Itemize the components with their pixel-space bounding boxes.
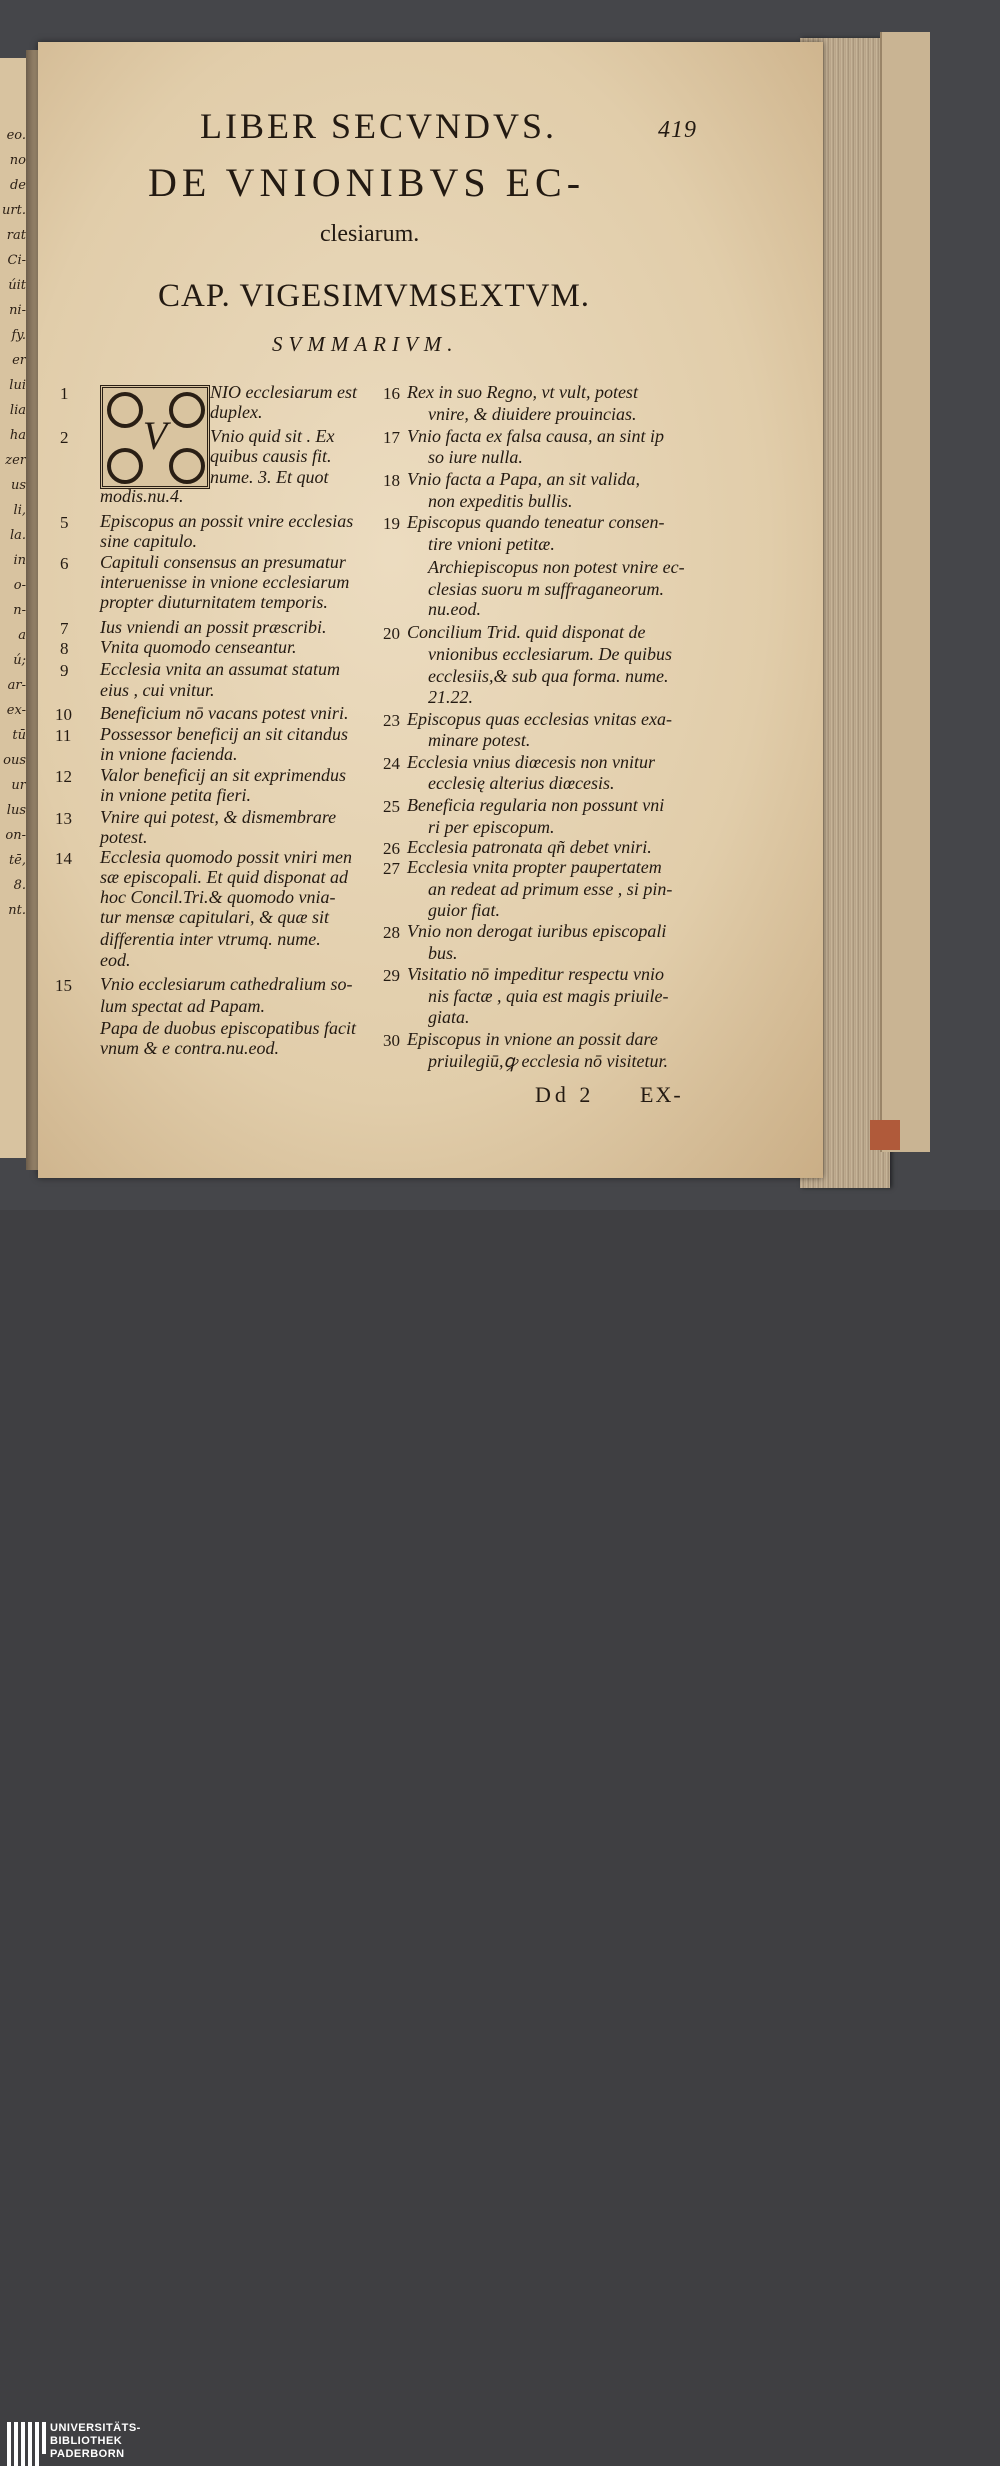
summary-entry-line: guior fiat. — [428, 900, 501, 920]
entry-number: 7 — [60, 619, 69, 638]
summary-entry-line: Vnita quomodo censeantur. — [100, 637, 297, 657]
summary-entry-line: 21.22. — [428, 687, 473, 707]
summary-entry-line: bus. — [428, 943, 458, 963]
summary-entry-line: vnionibus ecclesiarum. De quibus — [428, 644, 672, 664]
left-page-fragment: in — [13, 553, 26, 568]
left-page-fragment: lia — [9, 403, 26, 418]
initial-letter: V — [142, 413, 168, 458]
catchword: EX- — [640, 1082, 683, 1107]
entry-number: 20 — [383, 624, 400, 643]
summary-entry-line: quibus causis fit. — [210, 446, 332, 466]
summary-entry-line: Valor beneficij an sit exprimendus — [100, 765, 346, 785]
summary-entry-line: so iure nulla. — [428, 447, 523, 467]
summary-entry-line: Papa de duobus episcopatibus facit — [100, 1018, 356, 1038]
summary-entry-line: tire vnioni petitæ. — [428, 534, 555, 554]
logo-line-2: BIBLIOTHEK — [50, 2435, 123, 2447]
summary-entry-line: minare potest. — [428, 730, 531, 750]
scan-image — [0, 0, 1000, 1210]
left-page-fragment: 8. — [13, 878, 26, 893]
summary-entry-line: Vnio ecclesiarum cathedralium so- — [100, 974, 353, 994]
summary-entry-line: Episcopus in vnione an possit dare — [407, 1029, 658, 1049]
left-page-fragment: ú; — [13, 653, 26, 668]
summary-entry-line: Ecclesia vnita propter paupertatem — [407, 857, 662, 877]
summary-entry-line: non expeditis bullis. — [428, 491, 573, 511]
left-page-fragment: ur — [11, 778, 26, 793]
left-page-fragment: n- — [13, 603, 26, 618]
summary-entry-line: Vnio facta a Papa, an sit valida, — [407, 469, 640, 489]
left-page-fragment: Ci- — [7, 253, 26, 268]
left-page-fragment: on- — [5, 828, 26, 843]
entry-number: 12 — [55, 767, 72, 786]
entry-number: 27 — [383, 859, 400, 878]
summary-entry-line: Ecclesia vnius diœcesis non vnitur — [407, 752, 655, 772]
summary-entry-line: Vnire qui potest, & dismembrare — [100, 807, 337, 827]
entry-number: 19 — [383, 514, 400, 533]
entry-number: 25 — [383, 797, 400, 816]
summary-heading: SVMMARIVM. — [272, 332, 459, 356]
summary-entry-line: nu.eod. — [428, 599, 481, 619]
title-line-2: clesiarum. — [320, 221, 420, 247]
summary-entry-line: ri per episcopum. — [428, 817, 555, 837]
summary-entry-line: Episcopus an possit vnire ecclesias — [100, 511, 354, 531]
page-number: 419 — [658, 117, 697, 143]
entry-number: 8 — [60, 639, 69, 658]
entry-number: 2 — [60, 428, 69, 447]
left-page-fragment: lui — [9, 378, 26, 393]
summary-entry-line: Archiepiscopus non potest vnire ec- — [428, 557, 685, 577]
left-page-fragment: o- — [13, 578, 26, 593]
running-title: LIBER SECVNDVS. — [200, 106, 558, 146]
summary-entry-line: giata. — [428, 1007, 470, 1027]
logo-line-1: UNIVERSITÄTS- — [50, 2422, 141, 2434]
left-page-fragment: tū — [12, 728, 26, 743]
summary-entry-line: in vnione petita fieri. — [100, 785, 251, 805]
entry-number: 26 — [383, 839, 400, 858]
summary-entry-line: Concilium Trid. quid disponat de — [407, 622, 646, 642]
title-line-1: DE VNIONIBVS EC- — [148, 160, 586, 205]
summary-entry-line: eius , cui vnitur. — [100, 680, 215, 700]
summary-entry-line: clesias suoru m suffraganeorum. — [428, 579, 665, 599]
decorated-initial — [100, 385, 210, 489]
summary-entry-line: Ecclesia quomodo possit vniri men — [100, 847, 352, 867]
summary-entry-line: an redeat ad primum esse , si pin- — [428, 879, 673, 899]
left-page-fragment: ni- — [9, 303, 26, 318]
summary-entry-line: Rex in suo Regno, vt vult, potest — [407, 382, 638, 402]
left-page-fragment: urt. — [2, 203, 26, 218]
entry-number: 5 — [60, 513, 69, 532]
summary-entry-line: duplex. — [210, 402, 263, 422]
summary-entry-line: ecclesię alterius diœcesis. — [428, 773, 615, 793]
summary-entry-line: hoc Concil.Tri.& quomodo vnia- — [100, 887, 336, 907]
entry-number: 29 — [383, 966, 400, 985]
left-page-fragment: de — [9, 178, 26, 193]
summary-entry-line: nis factæ , quia est magis priuile- — [428, 986, 669, 1006]
entry-number: 18 — [383, 471, 400, 490]
summary-entry-line: tur mensæ capitulari, & quæ sit — [100, 907, 330, 927]
summary-entry-line: in vnione facienda. — [100, 744, 238, 764]
summary-entry-line: Vnio facta ex falsa causa, an sint ip — [407, 426, 664, 446]
summary-entry-line: Beneficia regularia non possunt vni — [407, 795, 665, 815]
summary-entry-line: differentia inter vtrumq. nume. — [100, 929, 321, 949]
summary-entry-line: Ecclesia vnita an assumat statum — [100, 659, 340, 679]
summary-entry-line: propter diuturnitatem temporis. — [100, 592, 328, 612]
signature-mark: Dd 2 — [535, 1082, 595, 1107]
summary-entry-line: sæ episcopali. Et quid disponat ad — [100, 867, 349, 887]
summary-entry-line: ecclesiis,& sub qua forma. nume. — [428, 666, 669, 686]
summary-entry-line: vnum & e contra.nu.eod. — [100, 1038, 279, 1058]
red-page-edge — [870, 1120, 900, 1150]
summary-entry-line: Capituli consensus an presumatur — [100, 552, 346, 572]
left-page-fragment: a — [18, 628, 26, 643]
left-page-fragment: us — [10, 478, 26, 493]
left-page-fragment: rat — [6, 228, 26, 243]
summary-entry-line: Vnio quid sit . Ex — [210, 426, 335, 446]
left-page-fragment: la. — [9, 528, 26, 543]
left-page-fragment: úit — [8, 278, 26, 293]
entry-number: 9 — [60, 661, 69, 680]
entry-number: 1 — [60, 384, 69, 403]
summary-entry-line: Vnio non derogat iuribus episcopali — [407, 921, 667, 941]
summary-entry-line: Possessor beneficij an sit citandus — [100, 724, 348, 744]
entry-number: 23 — [383, 711, 400, 730]
left-page-fragment: fy. — [11, 328, 26, 343]
summary-entry-line: sine capitulo. — [100, 531, 197, 551]
left-page-fragment: no — [9, 153, 26, 168]
left-page-fragment: ha — [9, 428, 26, 443]
entry-number: 6 — [60, 554, 69, 573]
chapter-heading: CAP. VIGESIMVMSEXTVM. — [158, 278, 591, 314]
book-cover-board — [880, 32, 930, 1152]
left-page-fragment: lus — [6, 803, 26, 818]
left-page-fragment: ous — [3, 753, 26, 768]
left-page-fragment: nt. — [8, 903, 26, 918]
left-page-fragment: tē, — [8, 853, 26, 868]
summary-entry-line: Episcopus quas ecclesias vnitas exa- — [407, 709, 672, 729]
summary-entry-line: Visitatio nō impeditur respectu vnio — [407, 964, 664, 984]
summary-entry-line: potest. — [100, 827, 148, 847]
entry-number: 30 — [383, 1031, 400, 1050]
summary-entry-line: nume. 3. Et quot — [210, 467, 329, 487]
summary-entry-line: Episcopus quando teneatur consen- — [407, 512, 665, 532]
summary-entry-line: interuenisse in vnione ecclesiarum — [100, 572, 350, 592]
entry-number: 15 — [55, 976, 72, 995]
left-page-fragment: ex- — [6, 703, 26, 718]
entry-number: 17 — [383, 428, 400, 447]
entry-number: 28 — [383, 923, 400, 942]
library-footer — [0, 1210, 1000, 2460]
summary-entry-line: modis.nu.4. — [100, 486, 184, 506]
entry-number: 14 — [55, 849, 72, 868]
left-page-fragment: ar- — [7, 678, 26, 693]
summary-entry-line: priuilegiū,ꝙ ecclesia nō visitetur. — [428, 1051, 668, 1071]
summary-entry-line: vnire, & diuidere prouincias. — [428, 404, 637, 424]
left-page-fragment: zer — [5, 453, 26, 468]
entry-number: 16 — [383, 384, 400, 403]
summary-entry-line: Beneficium nō vacans potest vniri. — [100, 703, 349, 723]
summary-entry-line: eod. — [100, 950, 131, 970]
logo-line-3: PADERBORN — [50, 2448, 125, 2460]
left-page-fragment: er — [12, 353, 26, 368]
entry-number: 11 — [55, 726, 72, 745]
entry-number: 13 — [55, 809, 72, 828]
summary-entry-line: NIO ecclesiarum est — [210, 382, 357, 402]
entry-number: 24 — [383, 754, 400, 773]
left-page-fragment: eo. — [6, 128, 26, 143]
summary-entry-line: lum spectat ad Papam. — [100, 996, 265, 1016]
summary-entry-line: Ecclesia patronata qñ debet vniri. — [407, 837, 652, 857]
entry-number: 10 — [55, 705, 72, 724]
summary-entry-line: Ius vniendi an possit præscribi. — [100, 617, 327, 637]
left-page-fragment: li, — [13, 503, 26, 518]
